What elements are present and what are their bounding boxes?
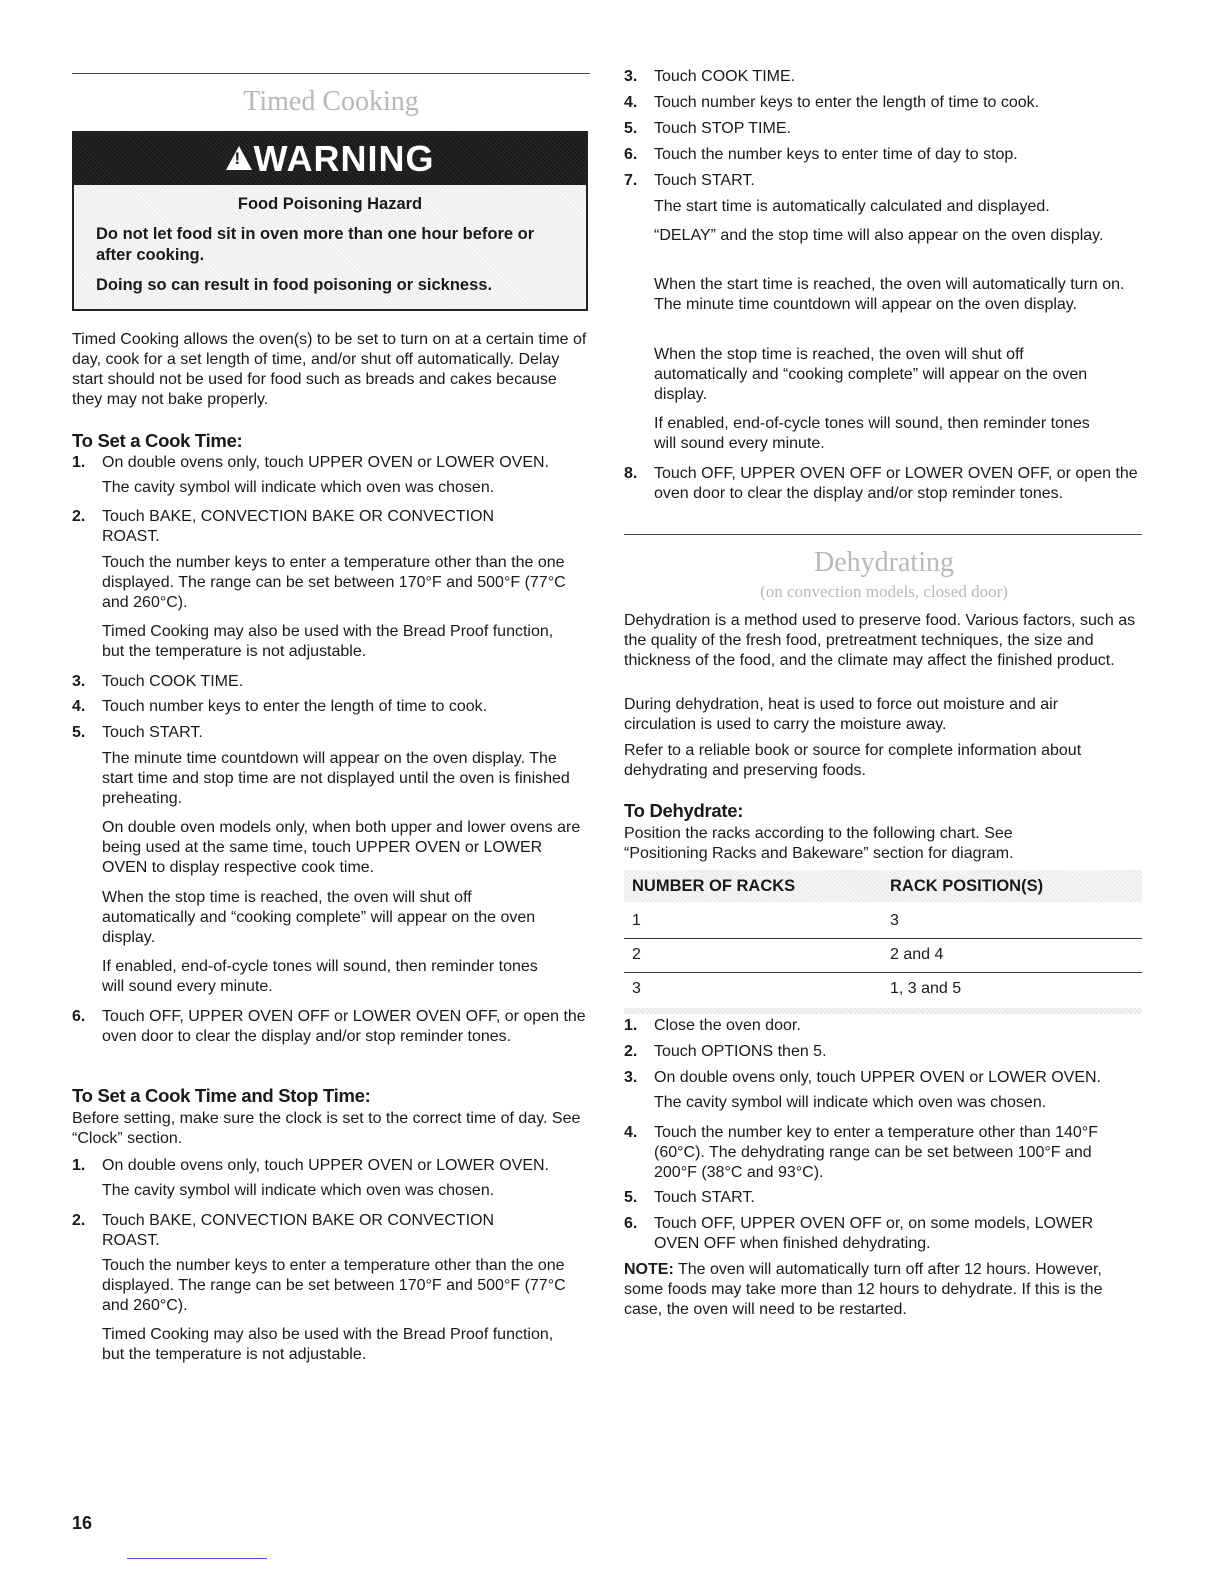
- step-text: On double ovens only, touch UPPER OVEN or LOWER OVEN.: [102, 454, 549, 471]
- step-text: Touch the number keys to enter time of day to stop.: [654, 146, 1018, 163]
- stop-intro-paragraph: Before setting, make sure the clock is set to the correct time of day. See “Clock” section.: [72, 1110, 581, 1147]
- step-number: 5.: [624, 120, 638, 137]
- table-footer-band: [624, 1008, 1142, 1014]
- warning-title: Food Poisoning Hazard: [237, 195, 423, 213]
- step-note: The minute time countdown will appear on the oven display. The start time and stop time are not displayed until the oven is finished preheating.: [102, 750, 570, 807]
- step-number: 2.: [72, 508, 86, 525]
- section-rule: [624, 534, 1142, 535]
- step-text: Touch START.: [102, 724, 203, 741]
- step-text: Touch BAKE, CONVECTION BAKE OR CONVECTION ROAST.: [102, 1212, 495, 1249]
- step-text: On double ovens only, touch UPPER OVEN or LOWER OVEN.: [102, 1157, 549, 1174]
- step-number: 4.: [624, 1124, 638, 1141]
- step-number: 8.: [624, 465, 638, 482]
- warning-box: [72, 131, 588, 311]
- step-text: Touch START.: [654, 172, 755, 189]
- dehydrate-paragraph-2: During dehydration, heat is used to force out moisture and air circulation is used to carry the moisture away.: [624, 696, 1059, 733]
- warning-header: [74, 133, 586, 185]
- page-number: 16: [72, 1513, 93, 1533]
- heading-to-dehydrate: To Dehydrate:: [624, 800, 744, 821]
- dehydrate-paragraph-1: Dehydration is a method used to preserve food. Various factors, such as the quality of the fresh food, pretreatment techniques, the size and thickness of the food, and the climate may affect the finished product.: [624, 612, 1136, 669]
- step-number: 2.: [72, 1212, 86, 1229]
- table-header: [624, 870, 1142, 902]
- step-text: Touch OFF, UPPER OVEN OFF or LOWER OVEN OFF, or open the oven door to clear the display and/or stop reminder tones.: [102, 1008, 586, 1045]
- step-number: 6.: [624, 146, 638, 163]
- step-number: 5.: [624, 1189, 638, 1206]
- step-note: The cavity symbol will indicate which oven was chosen.: [102, 1182, 495, 1199]
- section-subtitle: (on convection models, closed door): [760, 582, 1008, 601]
- column-header-racks: NUMBER OF RACKS: [632, 877, 796, 895]
- note-paragraph: [624, 1260, 1144, 1320]
- dehydrate-paragraph-3: Refer to a reliable book or source for complete information about dehydrating and preserving foods.: [624, 742, 1082, 779]
- step-text: Touch START.: [654, 1189, 755, 1206]
- table-cell: 1: [632, 912, 641, 929]
- step-number: 2.: [624, 1043, 638, 1060]
- table-cell: 1, 3 and 5: [890, 980, 962, 997]
- note-label: NOTE:: [624, 1261, 674, 1278]
- step-note: When the stop time is reached, the oven will shut off automatically and “cooking complete” will appear on the oven display.: [102, 889, 536, 946]
- heading-set-cook-time: To Set a Cook Time:: [72, 430, 243, 451]
- step-number: 7.: [624, 172, 638, 189]
- step-text: Touch the number key to enter a temperature other than 140°F (60°C). The dehydrating range can be set between 100°F and 200°F (38°C and 93°C).: [654, 1124, 1098, 1181]
- table-cell: 3: [890, 912, 899, 929]
- warning-line-2: Doing so can result in food poisoning or sickness.: [96, 276, 493, 294]
- section-title-timed-cooking: Timed Cooking: [243, 86, 419, 117]
- step-number: 5.: [72, 724, 86, 741]
- step-number: 1.: [624, 1017, 638, 1034]
- step-number: 1.: [72, 454, 86, 471]
- step-number: 3.: [624, 1069, 638, 1086]
- step-note: Timed Cooking may also be used with the Bread Proof function, but the temperature is not adjustable.: [102, 1326, 554, 1363]
- step-note: The cavity symbol will indicate which oven was chosen.: [654, 1094, 1047, 1111]
- step-number: 4.: [72, 698, 86, 715]
- step-number: 1.: [72, 1157, 86, 1174]
- warning-header-label: WARNING: [253, 138, 435, 179]
- dehydrate-intro: Position the racks according to the following chart. See “Positioning Racks and Bakeware” section for diagram.: [624, 825, 1014, 862]
- table-cell: 2 and 4: [890, 946, 944, 963]
- section-rule: [72, 73, 590, 74]
- step-note: When the start time is reached, the oven will automatically turn on. The minute time countdown will appear on the oven display.: [654, 276, 1125, 313]
- step-text: Touch OFF, UPPER OVEN OFF or, on some models, LOWER OVEN OFF when finished dehydrating.: [654, 1215, 1094, 1252]
- step-note: Timed Cooking may also be used with the Bread Proof function, but the temperature is not adjustable.: [102, 623, 554, 660]
- intro-paragraph: Timed Cooking allows the oven(s) to be set to turn on at a certain time of day, cook for a set length of time, and/or shut off automatically. Delay start should not be used for food such as breads and cakes because they may not bake properly.: [72, 331, 587, 408]
- footer-link-underline: [127, 1558, 267, 1559]
- warning-triangle-icon: [226, 146, 252, 170]
- warning-line-1: Do not let food sit in oven more than one hour before or after cooking.: [96, 225, 535, 264]
- step-number: 4.: [624, 94, 638, 111]
- step-note: Touch the number keys to enter a temperature other than the one displayed. The range can be set between 170°F and 500°F (77°C and 260°C).: [102, 1257, 566, 1314]
- table-cell: 3: [632, 980, 641, 997]
- step-text: Touch COOK TIME.: [654, 68, 796, 85]
- table-row: [624, 905, 1142, 938]
- step-text: Touch STOP TIME.: [654, 120, 791, 137]
- column-header-positions: RACK POSITION(S): [890, 877, 1044, 895]
- step-number: 3.: [624, 68, 638, 85]
- step-text: Touch number keys to enter the length of time to cook.: [654, 94, 1040, 111]
- step-text: Touch COOK TIME.: [102, 673, 244, 690]
- step-note: On double oven models only, when both upper and lower ovens are being used at the same time, touch UPPER OVEN or LOWER OVEN to display respective cook time.: [102, 819, 581, 876]
- step-number: 3.: [72, 673, 86, 690]
- step-note: The cavity symbol will indicate which oven was chosen.: [102, 479, 495, 496]
- step-text: On double ovens only, touch UPPER OVEN or LOWER OVEN.: [654, 1069, 1101, 1086]
- step-note: If enabled, end-of-cycle tones will sound, then reminder tones will sound every minute.: [654, 415, 1090, 452]
- table-row: [624, 939, 1142, 972]
- step-text: Touch OPTIONS then 5.: [654, 1043, 827, 1060]
- step-text: Touch OFF, UPPER OVEN OFF or LOWER OVEN OFF, or open the oven door to clear the display and/or stop reminder tones.: [654, 465, 1138, 502]
- table-cell: 2: [632, 946, 641, 963]
- step-note: The start time is automatically calculated and displayed.: [654, 198, 1050, 215]
- heading-set-cook-stop-time: To Set a Cook Time and Stop Time:: [72, 1085, 371, 1106]
- step-note: “DELAY” and the stop time will also appear on the oven display.: [654, 227, 1104, 244]
- step-number: 6.: [624, 1215, 638, 1232]
- step-text: Touch number keys to enter the length of time to cook.: [102, 698, 488, 715]
- rack-position-table: [624, 870, 1142, 1016]
- step-text: Touch BAKE, CONVECTION BAKE OR CONVECTION ROAST.: [102, 508, 495, 545]
- step-text: Close the oven door.: [654, 1017, 801, 1034]
- note-text: The oven will automatically turn off after 12 hours. However, some foods may take more than 12 hours to dehydrate. If this is the case, the oven will need to be restarted.: [624, 1261, 1103, 1318]
- step-note: If enabled, end-of-cycle tones will sound, then reminder tones will sound every minute.: [102, 958, 538, 995]
- step-number: 6.: [72, 1008, 86, 1025]
- table-row: [624, 973, 1142, 1006]
- step-note: Touch the number keys to enter a temperature other than the one displayed. The range can be set between 170°F and 500°F (77°C and 260°C).: [102, 554, 566, 611]
- step-note: When the stop time is reached, the oven will shut off automatically and “cooking complete” will appear on the oven display.: [654, 346, 1088, 403]
- section-title-dehydrating: Dehydrating: [814, 547, 954, 578]
